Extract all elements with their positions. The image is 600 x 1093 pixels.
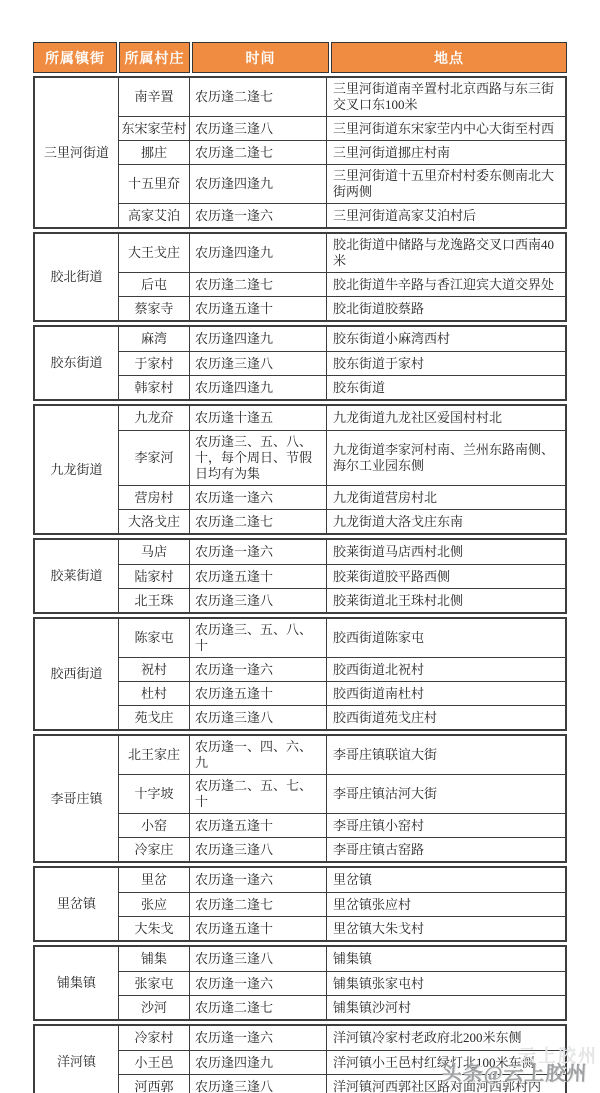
village-cell: 里岔 bbox=[119, 868, 190, 892]
town-group bbox=[33, 866, 567, 942]
town-cell: 胶东街道 bbox=[35, 327, 119, 399]
location-cell: 李哥庄镇联谊大街 bbox=[333, 747, 438, 762]
location-cell: 李哥庄镇沽河大街 bbox=[327, 774, 565, 813]
location-cell: 九龙街道营房村北 bbox=[327, 485, 565, 509]
time-cell: 农历逢五逢十 bbox=[190, 564, 327, 588]
time-cell: 农历逢二逢七 bbox=[190, 272, 327, 296]
village-cell: 冷家村 bbox=[119, 1026, 190, 1050]
town-cell: 胶西街道 bbox=[35, 619, 119, 729]
village-cell: 大洛戈庄 bbox=[119, 509, 190, 533]
time-cell: 农历逢三逢八 bbox=[190, 351, 327, 375]
time-cell: 农历逢五逢十 bbox=[190, 813, 327, 837]
time-cell: 农历逢一逢六 bbox=[190, 971, 327, 995]
column-header-town: 所属镇街 bbox=[33, 42, 117, 73]
village-cell: 李家河 bbox=[119, 430, 190, 485]
location-cell: 里岔镇 bbox=[333, 872, 373, 887]
watermark-text: 头条@云上胶州 bbox=[441, 1063, 589, 1085]
town-group bbox=[33, 404, 567, 535]
town-group bbox=[33, 232, 567, 322]
village-cell: 北王家庄 bbox=[119, 736, 190, 774]
location-cell: 胶西街道陈家屯 bbox=[333, 630, 425, 645]
location-cell: 李哥庄镇古窑路 bbox=[327, 837, 565, 861]
village-cell: 营房村 bbox=[119, 485, 190, 509]
town-cell: 胶北街道 bbox=[35, 234, 119, 320]
village-cell: 高家艾泊 bbox=[119, 203, 190, 227]
town-group bbox=[33, 945, 567, 1021]
village-cell: 后屯 bbox=[119, 272, 190, 296]
location-cell: 胶东街道 bbox=[327, 375, 565, 399]
time-cell: 农历逢三逢八 bbox=[190, 837, 327, 861]
location-cell: 九龙街道大洛戈庄东南 bbox=[327, 509, 565, 533]
town-group bbox=[33, 734, 567, 863]
time-cell: 农历逢四逢九 bbox=[190, 375, 327, 399]
location-cell: 胶莱街道北王珠村北侧 bbox=[327, 588, 565, 612]
column-header-time: 时间 bbox=[192, 42, 329, 73]
time-cell: 农历逢一逢六 bbox=[190, 657, 327, 681]
time-cell: 农历逢五逢十 bbox=[190, 296, 327, 320]
village-cell: 蔡家寺 bbox=[119, 296, 190, 320]
time-cell: 农历逢四逢九 bbox=[190, 164, 327, 203]
time-cell: 农历逢一逢六 bbox=[190, 868, 327, 892]
time-cell: 农历逢三逢八 bbox=[190, 947, 327, 971]
village-cell: 北王珠 bbox=[119, 588, 190, 612]
town-cell: 三里河街道 bbox=[35, 78, 119, 227]
time-cell: 农历逢一、四、六、九 bbox=[190, 736, 327, 774]
time-cell: 农历逢四逢九 bbox=[190, 327, 327, 351]
time-cell: 农历逢一逢六 bbox=[190, 485, 327, 509]
town-group bbox=[33, 617, 567, 731]
time-cell: 农历逢一逢六 bbox=[190, 540, 327, 564]
village-cell: 大朱戈 bbox=[119, 916, 190, 940]
location-cell: 铺集镇张家屯村 bbox=[327, 971, 565, 995]
village-cell: 东宋家茔村 bbox=[119, 116, 190, 140]
location-cell: 三里河街道十五里夼村村委东侧南北大街两侧 bbox=[327, 164, 565, 203]
time-cell: 农历逢三逢八 bbox=[190, 588, 327, 612]
table-header-row bbox=[33, 42, 567, 73]
location-cell: 九龙街道李家河村南、兰州东路南侧、海尔工业园东侧 bbox=[327, 430, 565, 485]
town-group bbox=[33, 76, 567, 229]
location-cell: 里岔镇大朱戈村 bbox=[327, 916, 565, 940]
market-schedule-table bbox=[33, 42, 567, 1093]
village-cell: 小窑 bbox=[119, 813, 190, 837]
location-cell: 洋河镇小王邑村红绿灯北100米东侧 bbox=[327, 1050, 565, 1074]
village-cell: 杜村 bbox=[119, 681, 190, 705]
column-header-location: 地点 bbox=[331, 42, 567, 73]
village-cell: 麻湾 bbox=[119, 327, 190, 351]
location-cell: 九龙街道九龙社区爱国村村北 bbox=[333, 410, 503, 425]
village-cell: 张应 bbox=[119, 892, 190, 916]
location-cell: 胶西街道南杜村 bbox=[327, 681, 565, 705]
time-cell: 农历逢二逢七 bbox=[190, 78, 327, 116]
village-cell: 马店 bbox=[119, 540, 190, 564]
time-cell: 农历逢一逢六 bbox=[190, 1026, 327, 1050]
location-cell: 胶莱街道胶平路西侧 bbox=[327, 564, 565, 588]
location-cell: 洋河镇冷家村老政府北200米东侧 bbox=[333, 1030, 522, 1045]
time-cell: 农历逢二、五、七、十 bbox=[190, 774, 327, 813]
town-cell: 里岔镇 bbox=[35, 868, 119, 940]
time-cell: 农历逢三逢八 bbox=[190, 705, 327, 729]
village-cell: 于家村 bbox=[119, 351, 190, 375]
village-cell: 小王邑 bbox=[119, 1050, 190, 1074]
location-cell: 胶莱街道马店西村北侧 bbox=[333, 544, 464, 559]
location-cell: 三里河街道高家艾泊村后 bbox=[327, 203, 565, 227]
time-cell: 农历逢五逢十 bbox=[190, 916, 327, 940]
town-cell: 胶莱街道 bbox=[35, 540, 119, 612]
time-cell: 农历逢三、五、八、十，每个周日、节假日均有为集 bbox=[190, 430, 327, 485]
village-cell: 苑戈庄 bbox=[119, 705, 190, 729]
time-cell: 农历逢四逢九 bbox=[190, 234, 327, 272]
location-cell: 三里河街道南辛置村北京西路与东三街交叉口东100米 bbox=[333, 81, 555, 112]
time-cell: 农历逢二逢七 bbox=[190, 140, 327, 164]
location-cell: 铺集镇沙河村 bbox=[327, 995, 565, 1019]
time-cell: 农历逢三逢八 bbox=[190, 116, 327, 140]
town-cell: 九龙街道 bbox=[35, 406, 119, 533]
village-cell: 河西郭 bbox=[119, 1074, 190, 1093]
town-group bbox=[33, 325, 567, 401]
time-cell: 农历逢一逢六 bbox=[190, 203, 327, 227]
town-cell: 李哥庄镇 bbox=[35, 736, 119, 861]
location-cell: 胶西街道苑戈庄村 bbox=[327, 705, 565, 729]
location-cell: 胶西街道北祝村 bbox=[327, 657, 565, 681]
village-cell: 大王戈庄 bbox=[119, 234, 190, 272]
village-cell: 祝村 bbox=[119, 657, 190, 681]
village-cell: 南辛置 bbox=[119, 78, 190, 116]
location-cell: 里岔镇张应村 bbox=[327, 892, 565, 916]
location-cell: 胶北街道中储路与龙逸路交叉口西南40米 bbox=[333, 237, 555, 268]
town-cell: 铺集镇 bbox=[35, 947, 119, 1019]
time-cell: 农历逢三、五、八、十 bbox=[190, 619, 327, 657]
location-cell: 胶北街道牛辛路与香江迎宾大道交界处 bbox=[327, 272, 565, 296]
time-cell: 农历逢四逢九 bbox=[190, 1050, 327, 1074]
time-cell: 农历逢十逢五 bbox=[190, 406, 327, 430]
column-header-village: 所属村庄 bbox=[119, 42, 190, 73]
village-cell: 韩家村 bbox=[119, 375, 190, 399]
location-cell: 胶东街道小麻湾西村 bbox=[333, 331, 451, 346]
village-cell: 挪庄 bbox=[119, 140, 190, 164]
location-cell: 胶东街道于家村 bbox=[327, 351, 565, 375]
table-body bbox=[33, 76, 567, 1093]
location-cell: 李哥庄镇小窑村 bbox=[327, 813, 565, 837]
village-cell: 陆家村 bbox=[119, 564, 190, 588]
village-cell: 十五里夼 bbox=[119, 164, 190, 203]
town-cell: 洋河镇 bbox=[35, 1026, 119, 1093]
time-cell: 农历逢五逢十 bbox=[190, 681, 327, 705]
time-cell: 农历逢三逢八 bbox=[190, 1074, 327, 1093]
village-cell: 铺集 bbox=[119, 947, 190, 971]
watermark-echo: 云上胶州 bbox=[518, 1046, 598, 1066]
location-cell: 铺集镇 bbox=[333, 951, 373, 966]
location-cell: 胶北街道胶蔡路 bbox=[327, 296, 565, 320]
location-cell: 三里河街道东宋家茔内中心大街至村西 bbox=[327, 116, 565, 140]
village-cell: 张家屯 bbox=[119, 971, 190, 995]
time-cell: 农历逢二逢七 bbox=[190, 892, 327, 916]
village-cell: 冷家庄 bbox=[119, 837, 190, 861]
location-cell: 洋河镇河西郭社区路对面河西郭村内 bbox=[327, 1074, 565, 1093]
village-cell: 沙河 bbox=[119, 995, 190, 1019]
village-cell: 陈家屯 bbox=[119, 619, 190, 657]
village-cell: 九龙夼 bbox=[119, 406, 190, 430]
location-cell: 三里河街道挪庄村南 bbox=[327, 140, 565, 164]
village-cell: 十字坡 bbox=[119, 774, 190, 813]
time-cell: 农历逢二逢七 bbox=[190, 509, 327, 533]
town-group bbox=[33, 538, 567, 614]
time-cell: 农历逢二逢七 bbox=[190, 995, 327, 1019]
